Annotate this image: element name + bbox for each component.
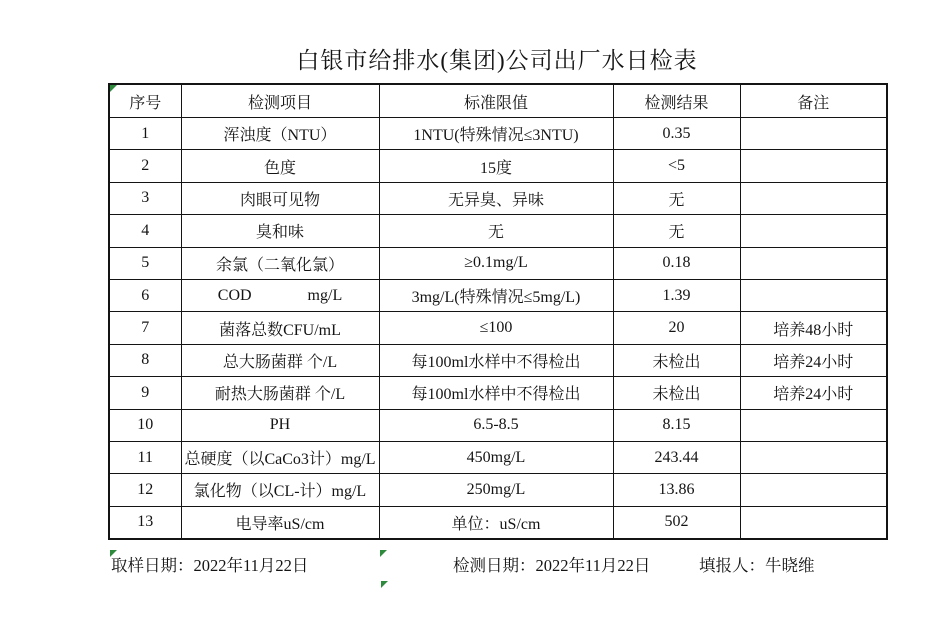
cell-item: 耐热大肠菌群 个/L — [181, 377, 379, 409]
cell-result: 无 — [613, 215, 740, 247]
reporter-text: 填报人：牛晓维 — [699, 556, 815, 575]
table-header-row — [109, 84, 887, 118]
cell-remark — [740, 506, 887, 539]
cell-item: COD mg/L — [181, 279, 379, 311]
cell-standard: 每100ml水样中不得检出 — [379, 344, 613, 376]
cell-seq: 11 — [109, 441, 181, 473]
cell-result: 0.35 — [613, 118, 740, 150]
column-header: 备注 — [740, 84, 887, 118]
cell-item: 色度 — [181, 150, 379, 182]
cell-seq: 7 — [109, 312, 181, 344]
cell-result: 无 — [613, 182, 740, 214]
inspection-table — [108, 83, 888, 540]
cell-result: 未检出 — [613, 377, 740, 409]
cell-standard: 每100ml水样中不得检出 — [379, 377, 613, 409]
cell-result: 13.86 — [613, 474, 740, 506]
cell-standard: 250mg/L — [379, 474, 613, 506]
cell-seq: 9 — [109, 377, 181, 409]
cell-remark: 培养24小时 — [740, 344, 887, 376]
table-row — [109, 506, 887, 539]
column-header: 检测项目 — [181, 84, 379, 118]
cell-seq: 3 — [109, 182, 181, 214]
cell-result: 8.15 — [613, 409, 740, 441]
cell-seq: 12 — [109, 474, 181, 506]
cell-remark: 培养48小时 — [740, 312, 887, 344]
cell-remark — [740, 118, 887, 150]
cell-seq: 2 — [109, 150, 181, 182]
cell-remark — [740, 279, 887, 311]
sampling-date-text: 取样日期：2022年11月22日 — [111, 556, 309, 575]
cell-result: <5 — [613, 150, 740, 182]
header-row — [109, 84, 887, 118]
table-row — [109, 279, 887, 311]
column-header: 标准限值 — [379, 84, 613, 118]
table-row — [109, 215, 887, 247]
cell-remark — [740, 474, 887, 506]
cell-seq: 10 — [109, 409, 181, 441]
cell-remark — [740, 182, 887, 214]
cell-result: 502 — [613, 506, 740, 539]
cell-seq: 1 — [109, 118, 181, 150]
cell-item: 电导率uS/cm — [181, 506, 379, 539]
page-title: 白银市给排水(集团)公司出厂水日检表 — [296, 48, 698, 73]
cell-item: 菌落总数CFU/mL — [181, 312, 379, 344]
cell-item: 氯化物（以CL-计）mg/L — [181, 474, 379, 506]
table-row — [109, 377, 887, 409]
cell-seq: 4 — [109, 215, 181, 247]
cell-standard: 15度 — [379, 150, 613, 182]
cell-result: 20 — [613, 312, 740, 344]
cell-item: 肉眼可见物 — [181, 182, 379, 214]
column-header: 检测结果 — [613, 84, 740, 118]
cell-item: 总硬度（以CaCo3计）mg/L — [181, 441, 379, 473]
cell-remark — [740, 247, 887, 279]
table-row — [109, 118, 887, 150]
table-row — [109, 312, 887, 344]
cell-result: 0.18 — [613, 247, 740, 279]
cell-remark: 培养24小时 — [740, 377, 887, 409]
table-row — [109, 441, 887, 473]
cell-seq: 13 — [109, 506, 181, 539]
cell-item: 总大肠菌群 个/L — [181, 344, 379, 376]
column-header: 序号 — [109, 84, 181, 118]
cell-remark — [740, 441, 887, 473]
cell-seq: 8 — [109, 344, 181, 376]
cell-standard: 3mg/L(特殊情况≤5mg/L) — [379, 279, 613, 311]
cell-item: 余氯（二氧化氯） — [181, 247, 379, 279]
cell-standard: 无 — [379, 215, 613, 247]
cell-standard: 1NTU(特殊情况≤3NTU) — [379, 118, 613, 150]
testing-date-text: 检测日期：2022年11月22日 — [453, 556, 651, 575]
cell-error-indicator-icon — [381, 581, 388, 588]
cell-result: 未检出 — [613, 344, 740, 376]
table-body — [109, 118, 887, 540]
table-row — [109, 474, 887, 506]
cell-standard: 单位：uS/cm — [379, 506, 613, 539]
cell-item: PH — [181, 409, 379, 441]
cell-standard: 6.5-8.5 — [379, 409, 613, 441]
cell-item: 浑浊度（NTU） — [181, 118, 379, 150]
cell-standard: 无异臭、异味 — [379, 182, 613, 214]
table-row — [109, 344, 887, 376]
footer — [0, 552, 950, 578]
cell-item: 臭和味 — [181, 215, 379, 247]
cell-seq: 5 — [109, 247, 181, 279]
cell-result: 1.39 — [613, 279, 740, 311]
table-row — [109, 150, 887, 182]
cell-standard: ≥0.1mg/L — [379, 247, 613, 279]
cell-result: 243.44 — [613, 441, 740, 473]
cell-standard: ≤100 — [379, 312, 613, 344]
table-row — [109, 182, 887, 214]
table-row — [109, 247, 887, 279]
cell-remark — [740, 409, 887, 441]
cell-standard: 450mg/L — [379, 441, 613, 473]
table-row — [109, 409, 887, 441]
cell-remark — [740, 215, 887, 247]
cell-seq: 6 — [109, 279, 181, 311]
cell-remark — [740, 150, 887, 182]
